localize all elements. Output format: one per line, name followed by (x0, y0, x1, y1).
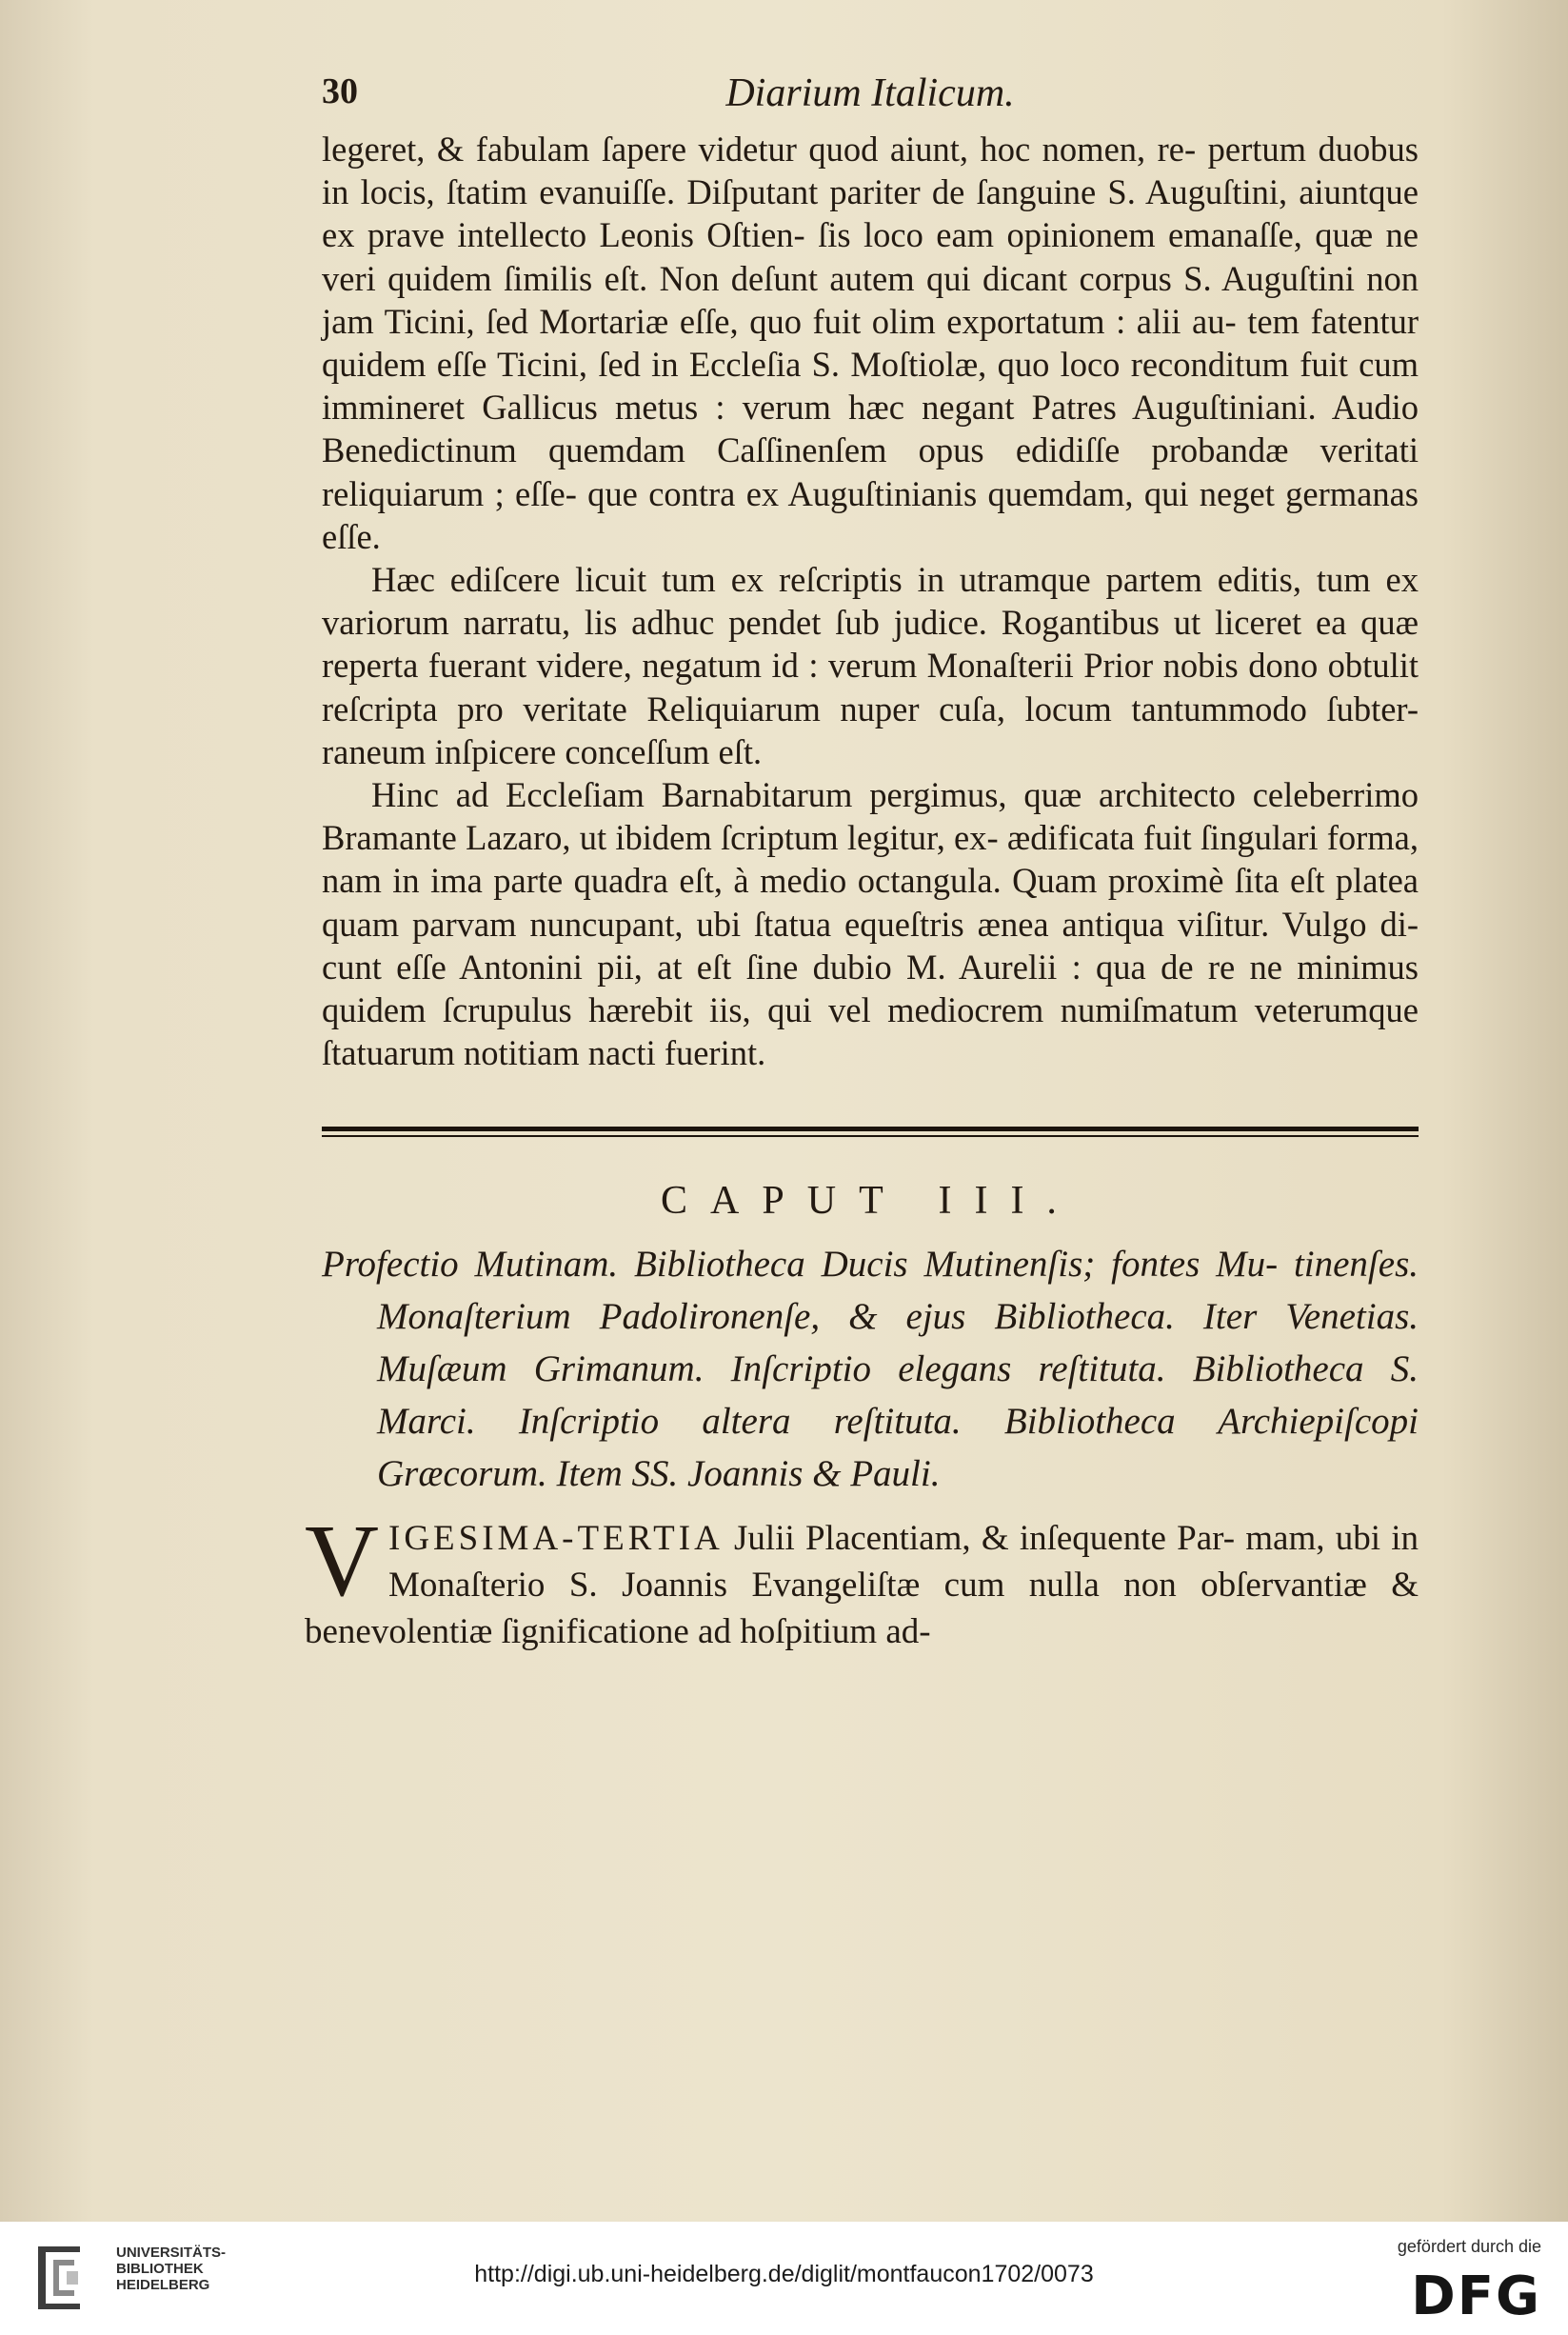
paragraph: legeret, & fabulam ſapere videtur quod aiunt, hoc nomen, re- pertum duobus in locis, ſtatim evanuiſſe. Diſputant pariter de ſanguine S. Auguſtini, aiuntque ex prave intellecto Leonis Oſtien- ſis loco eam opinionem emanaſſe, quæ ne veri quidem ſimilis eſt. Non deſunt autem qui dicant corpus S. Auguſtini non jam Ticini, ſed Mortariæ eſſe, quo fuit olim exportatum : alii au- tem fatentur quidem eſſe Ticini, ſed in Eccleſia S. Moſtiolæ, quo loco reconditum fuit cum immineret Gallicus metus : verum hæc negant Patres Auguſtiniani. Audio Benedictinum quemdam Caſſinenſem opus edidiſſe probandæ veritati reliquiarum ; eſſe- que contra ex Auguſtinianis quemdam, qui neget germanas eſſe. (322, 130, 1419, 556)
library-name-line: BIBLIOTHEK (116, 2261, 204, 2277)
divider-thin-rule (322, 1135, 1419, 1137)
drop-cap: V (305, 1505, 379, 1619)
chapter-title: CAPUT III. (661, 1179, 1080, 1224)
body-text (322, 128, 1419, 1074)
permalink-url[interactable]: http://digi.ub.uni-heidelberg.de/diglit/montfaucon1702/0073 (474, 2261, 1094, 2287)
dfg-wordmark: DFG (1411, 2265, 1541, 2327)
opening-paragraph (305, 1505, 1419, 1655)
funding-note: gefördert durch die (1397, 2237, 1541, 2256)
divider-thick-rule (322, 1127, 1419, 1131)
funder-logo[interactable] (1360, 2237, 1541, 2325)
viewer-footer (0, 2222, 1568, 2335)
chapter-opening (305, 1505, 1419, 1655)
chapter-summary: Profectio Mutinam. Bibliotheca Ducis Mutinenſis; fontes Mu- tinenſes. Monaſterium Padolironenſe, & ejus Bibliotheca. Iter Venetias. Muſæum Grimanum. Inſcriptio elegans reſtituta. Bibliotheca S. Marci. Inſcriptio altera reſtituta. Bibliotheca Archiepiſcopi Græcorum. Item SS. Joannis & Pauli. (322, 1244, 1419, 1495)
running-title: Diarium Italicum. (725, 71, 1015, 115)
page-content (305, 70, 1419, 1655)
paragraph: Hæc ediſcere licuit tum ex reſcriptis in utramque partem editis, tum ex variorum narratu, lis adhuc pendet ſub judice. Rogantibus ut liceret ea quæ reperta fuerant videre, negatum id : verum Monaſterii Prior nobis dono obtulit reſcripta pro veritate Reliquiarum nuper cuſa, locum tantummodo ſubter- raneum inſpicere conceſſum eſt. (322, 560, 1419, 771)
page-number: 30 (322, 71, 358, 111)
chapter-divider (322, 1127, 1419, 1137)
library-name-line: UNIVERSITÄTS- (116, 2245, 227, 2261)
opening-text: Julii Placentiam, & inſequente Par- mam, ubi in Monaſterio S. Joannis Evangeliſtæ cum nulla non obſervantiæ & benevolentiæ ſignificatione ad hoſpitium ad- (305, 1519, 1419, 1652)
opening-smallcaps: IGESIMA-TERTIA (388, 1519, 724, 1559)
paragraph: Hinc ad Eccleſiam Barnabitarum pergimus, quæ architecto celeberrimo Bramante Lazaro, ut ibidem ſcriptum legitur, ex- ædificata fuit ſingulari forma, nam in ima parte quadra eſt, à medio octangula. Quam proximè ſita eſt platea quam parvam nuncupant, ubi ſtatua equeſtris ænea antiqua viſitur. Vulgo di- cunt eſſe Antonini pii, at eſt ſine dubio M. Aurelii : qua de re ne minimus quidem ſcrupulus hærebit iis, qui vel mediocrem numiſmatum veterumque ſtatuarum notitiam nacti fuerint. (322, 775, 1419, 1073)
library-name-line: HEIDELBERG (116, 2277, 210, 2293)
page-header (322, 70, 1419, 128)
